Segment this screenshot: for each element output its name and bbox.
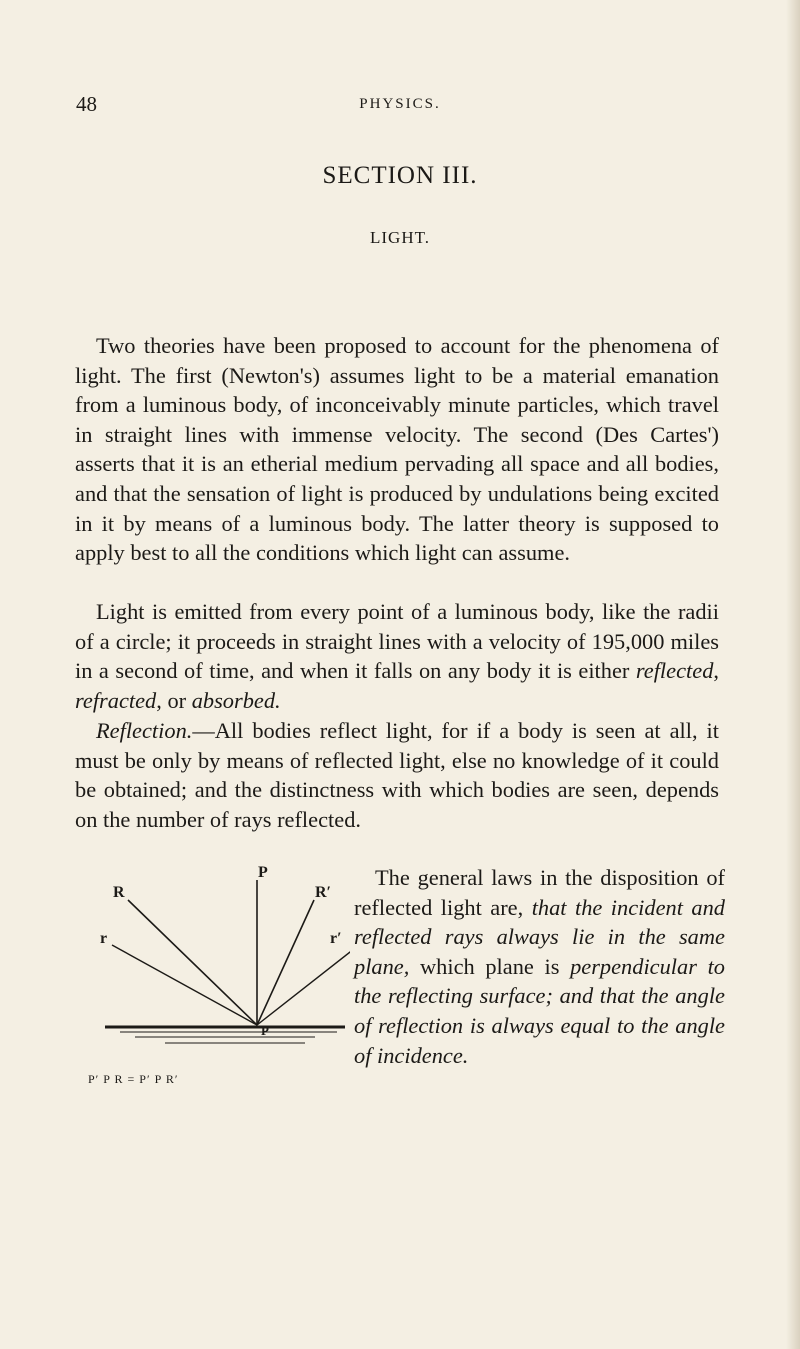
paragraph-emission [75, 597, 719, 715]
paragraph-text: The general laws in the disposition of reflected light are, [354, 865, 725, 920]
term-absorbed: absorbed. [191, 687, 281, 713]
figure-caption: P′ P R = P′ P R′ [88, 1072, 179, 1086]
reflected-ray-R-prime [257, 900, 314, 1025]
label-r-prime: r′ [330, 930, 342, 947]
label-P-top: P [258, 864, 268, 881]
term-reflected: reflected [635, 658, 714, 684]
separator: , or [156, 687, 192, 713]
paragraph-theories: Two theories have been proposed to account for the phenomena of light. The first (Newton's) assumes light to be a material emanation from a luminous body, of inconceivably minute particles, which travel in straight lines with immense velocity. The second (Des Cartes') asserts that it is an etherial medium pervading all space and all bodies, and that the sensation of light is produced by undulations being excited in it by means of a luminous body. The latter theory is supposed to apply best to all the conditions which light can assume. [75, 333, 719, 566]
subsection-heading: LIGHT. [370, 228, 430, 247]
page-edge [786, 0, 800, 1349]
label-R-prime: R′ [315, 884, 332, 901]
term-refracted: refracted [75, 687, 157, 713]
running-title: PHYSICS. [359, 96, 441, 112]
paragraph-laws [354, 863, 725, 1070]
run-in-heading-reflection: Reflection. [96, 718, 193, 743]
paragraph-text: which plane is [409, 953, 571, 979]
paragraph-text: Light is emitted from every point of a luminous body, like the radii of a circle; it proceeds in straight lines with a velocity of 195,000 miles in a second of time, and when it falls on any body it is either [75, 599, 719, 684]
page-number: 48 [76, 92, 97, 116]
label-P-bottom: P [261, 1023, 269, 1038]
section-heading: SECTION III. [322, 162, 478, 189]
running-head [0, 92, 800, 122]
separator: , [713, 658, 719, 684]
paragraph-reflection [75, 716, 719, 834]
law-equal-angles: perpendicular to the reflecting surface; and that the angle of reflection is always equal to the angle of incidence. [354, 953, 725, 1068]
law-same-plane: that the incident and reflected rays always lie in the same plane, [354, 894, 725, 979]
label-r: r [100, 930, 108, 947]
incident-ray-R [128, 900, 257, 1025]
paragraph-text: —All bodies reflect light, for if a body is seen at all, it must be only by means of reflected light, else no knowledge of it could be obtained; and the distinctness with which bodies are seen, depends on the number of rays reflected. [75, 718, 719, 832]
incident-ray-r [112, 945, 257, 1025]
reflected-ray-r-prime [257, 945, 350, 1025]
label-R: R [113, 884, 125, 901]
